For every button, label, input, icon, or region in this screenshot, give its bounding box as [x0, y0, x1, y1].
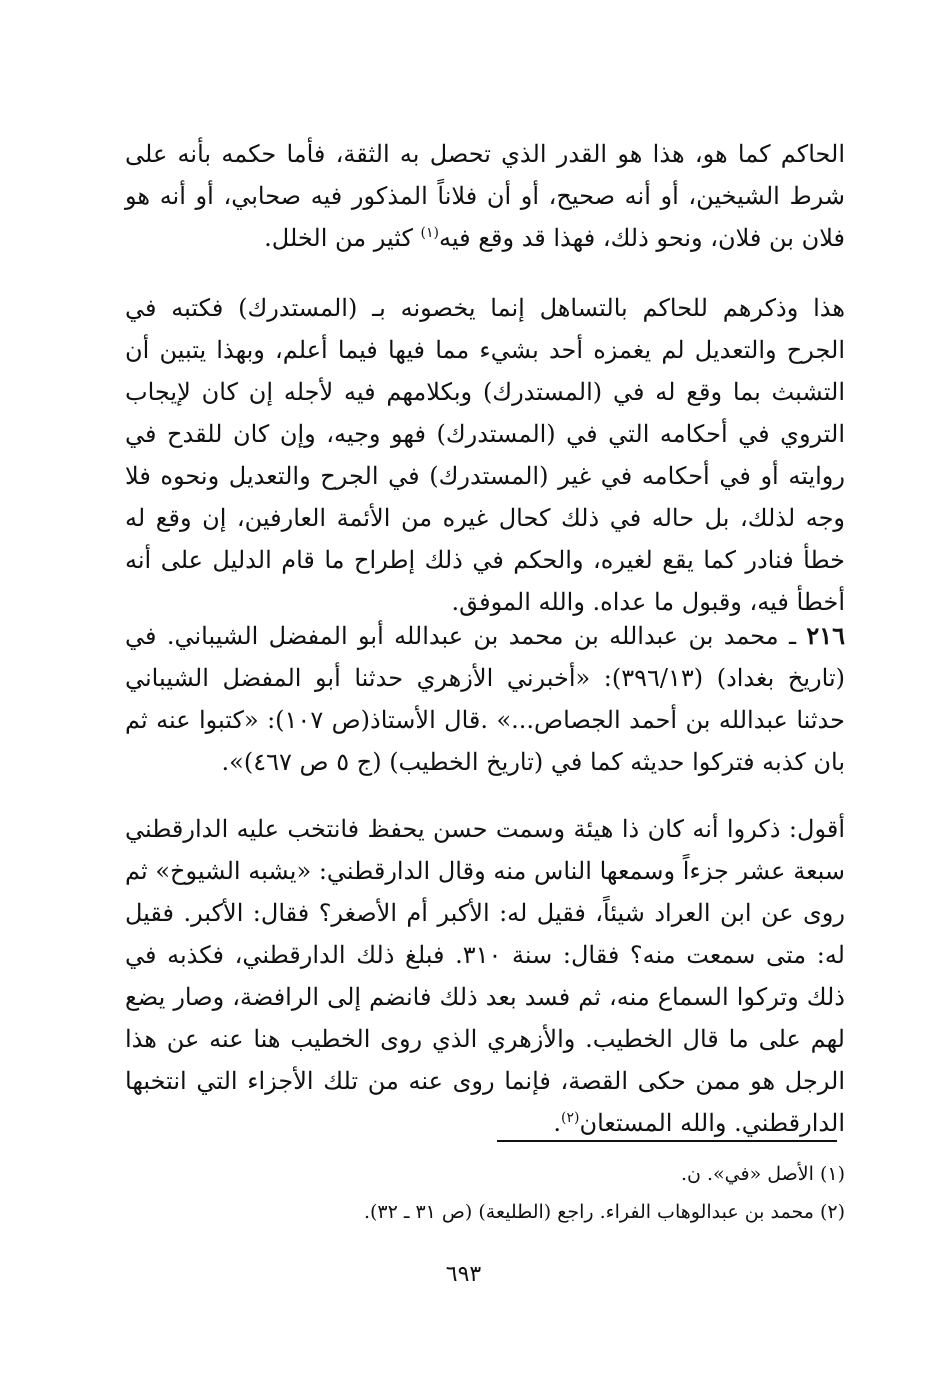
- footnote-2: (٢) محمد بن عبدالوهاب الفراء. راجع (الطليعة) (ص ٣١ ـ ٣٢).: [363, 1201, 845, 1223]
- footnotes: [125, 1155, 845, 1231]
- paragraph-2: [125, 287, 845, 623]
- paragraph-4: [125, 808, 845, 1144]
- footnote-marker-1[interactable]: (١): [420, 225, 440, 241]
- paragraph-1-text: الحاكم كما هو، هذا هو القدر الذي تحصل به الثقة، فأما حكمه بأنه على شرط الشيخين، أو أنه صحيح، أو أن فلاناً المذكور فيه صحابي، أو أنه هو فلان بن فلان، ونحو ذلك، فهذا قد وقع فيه: [125, 140, 845, 252]
- footnote-1: (١) الأصل «في». ن.: [680, 1163, 845, 1185]
- paragraph-1-text-end: كثير من الخلل.: [264, 224, 421, 252]
- footnote-marker-2[interactable]: (٢): [560, 1110, 580, 1126]
- page-number: ٦٩٣: [445, 1262, 482, 1287]
- paragraph-4-text: أقول: ذكروا أنه كان ذا هيئة وسمت حسن يحفظ فانتخب عليه الدارقطني سبعة عشر جزءاً وسمعها الناس منه وقال الدارقطني: «يشبه الشيوخ» ثم روى عن ابن العراد شيئاً، فقيل له: الأكبر أم الأصغر؟ فقال: الأكبر. فقيل له: متى سمعت منه؟ فقال: سنة ٣١٠. فبلغ ذلك الدارقطني، فكذبه في ذلك وتركوا السماع منه، ثم فسد بعد ذلك فانضم إلى الرافضة، وصار يضع لهم على ما قال الخطيب. والأزهري الذي روى الخطيب هنا عنه عن هذا الرجل هو ممن حكى القصة، فإنما روى عنه من تلك الأجزاء التي انتخبها الدارقطني. والله المستعان: [125, 815, 845, 1137]
- footnote-divider: [497, 1140, 837, 1142]
- entry-text: ـ محمد بن عبدالله بن محمد بن عبدالله أبو المفضل الشيباني. في (تاريخ بغداد) (٣٩٦/١٣): «أخبرني الأزهري حدثنا أبو المفضل الشيباني حدثنا عبدالله بن أحمد الجصاص...» .قال الأستاذ(ص ١٠٧): «كتبوا عنه ثم بان كذبه فتركوا حديثه كما في (تاريخ الخطيب) (ج ٥ ص ٤٦٧)».: [125, 622, 845, 776]
- entry-216: [125, 615, 845, 783]
- paragraph-2-text: هذا وذكرهم للحاكم بالتساهل إنما يخصونه بـ (المستدرك) فكتبه في الجرح والتعديل لم يغمزه أحد بشيء مما فيها فيما أعلم، وبهذا يتبين أن التشبث بما وقع له في (المستدرك) وبكلامهم فيه لأجله إن كان لإيجاب التروي في أحكامه التي في (المستدرك) فهو وجيه، وإن كان للقدح في روايته أو في أحكامه في غير (المستدرك) في الجرح والتعديل ونحوه فلا وجه لذلك، بل حاله في ذلك كحال غيره من الأئمة العارفين، إن وقع له خطأ فنادر كما يقع لغيره، والحكم في ذلك إطراح ما قام الدليل على أنه أخطأ فيه، وقبول ما عداه. والله الموفق.: [125, 294, 845, 616]
- paragraph-1: [125, 133, 845, 259]
- entry-number: ٢١٦: [806, 621, 845, 650]
- paragraph-4-text-end: .: [553, 1109, 561, 1137]
